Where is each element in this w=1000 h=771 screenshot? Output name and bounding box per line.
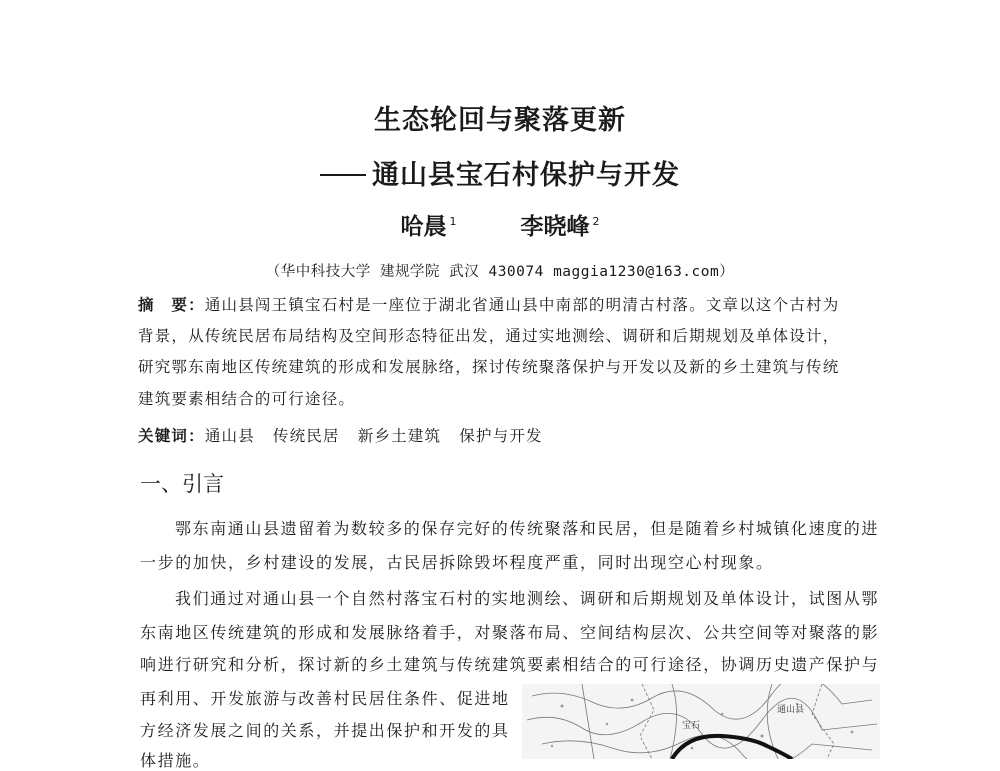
author-affil-marker: 2: [592, 215, 600, 229]
section-heading: 一、引言: [140, 472, 224, 496]
abstract-line: 研究鄂东南地区传统建筑的形成和发展脉络，探讨传统聚落保护与开发以及新的乡土建筑与传统: [138, 358, 840, 376]
keyword: 新乡土建筑: [357, 427, 442, 445]
keyword: 通山县: [204, 427, 255, 445]
author-list: [0, 208, 1000, 241]
abstract-line: 建筑要素相结合的可行途径。: [138, 390, 356, 408]
regional-map-icon: [522, 684, 880, 759]
body-text-line: 体措施。: [140, 751, 211, 770]
author-name: 哈晨: [400, 214, 447, 240]
regional-map-figure: [522, 684, 880, 759]
body-text-line: 响进行研究和分析，探讨新的乡土建筑与传统建筑要素相结合的可行途径，协调历史遗产保护与: [140, 655, 880, 674]
abstract-label: 摘 要：: [138, 296, 205, 314]
paper-title: 生态轮回与聚落更新: [374, 105, 626, 136]
paper-subtitle-row: [0, 153, 1000, 192]
keywords-label: 关键词：: [138, 427, 205, 445]
em-dash-decoration: [320, 174, 366, 176]
body-text-line: 东南地区传统建筑的形成和发展脉络着手，对聚落布局、空间结构层次、公共空间等对聚落的影: [140, 623, 880, 642]
body-text-line: 我们通过对通山县一个自然村落宝石村的实地测绘、调研和后期规划及单体设计，试图从鄂: [175, 589, 880, 608]
body-text-line: 再利用、开发旅游与改善村民居住条件、促进地: [140, 689, 510, 708]
map-label: 通山县: [777, 705, 805, 715]
abstract-line: 背景，从传统民居布局结构及空间形态特征出发，通过实地测绘、调研和后期规划及单体设计，: [138, 327, 840, 345]
keyword: 传统民居: [272, 427, 340, 445]
abstract-text: 通山县闯王镇宝石村是一座位于湖北省通山县中南部的明清古村落。文章以这个古村为: [204, 296, 840, 314]
paper-subtitle: 通山县宝石村保护与开发: [372, 160, 680, 191]
abstract-line: [138, 293, 839, 315]
author-affil-marker: 1: [449, 215, 457, 229]
body-text-line: 方经济发展之间的关系，并提出保护和开发的具: [140, 721, 510, 740]
keyword: 保护与开发: [459, 427, 543, 445]
map-label: 宝石: [682, 721, 701, 731]
author-name: 李晓峰: [520, 214, 590, 240]
body-text-line: 一步的加快，乡村建设的发展，古民居拆除毁坏程度严重，同时出现空心村现象。: [140, 553, 774, 572]
keywords-line: [138, 424, 561, 446]
affiliation: （华中科技大学 建规学院 武汉 430074 maggia1230@163.com）: [265, 264, 735, 280]
body-text-line: 鄂东南通山县遗留着为数较多的保存完好的传统聚落和民居，但是随着乡村城镇化速度的进: [175, 519, 880, 538]
